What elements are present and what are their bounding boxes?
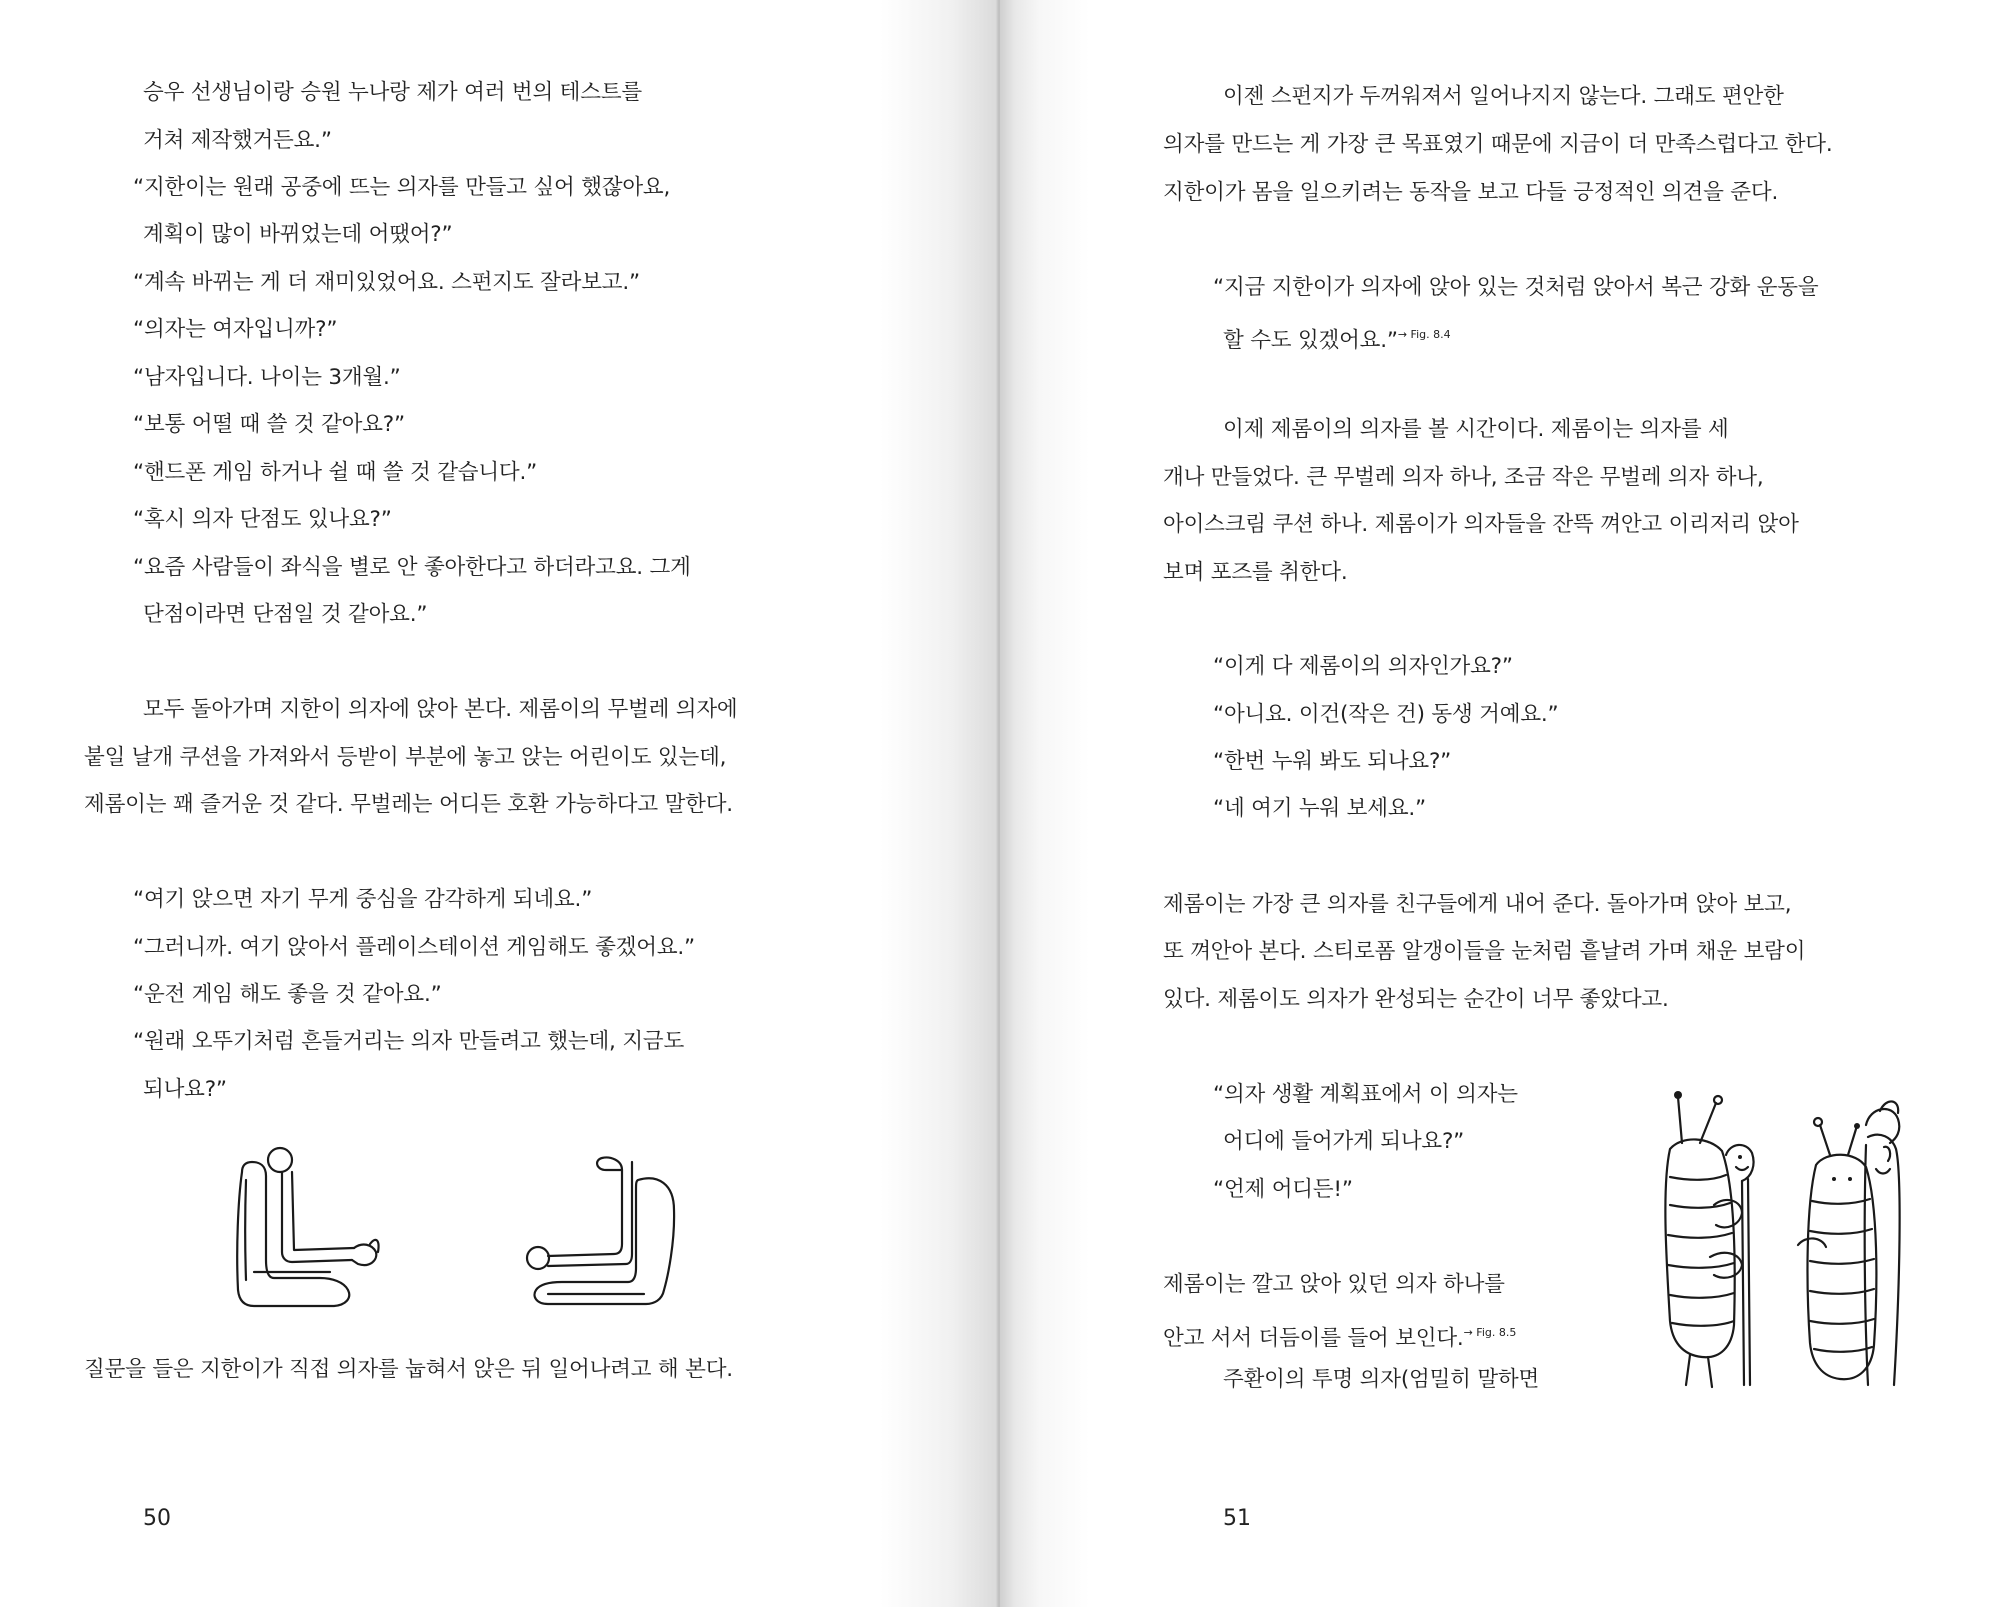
- text-line: 의자를 만드는 게 가장 큰 목표였기 때문에 지금이 더 만족스럽다고 한다.: [1163, 132, 1833, 157]
- text-line: “원래 오뚜기처럼 흔들거리는 의자 만들려고 했는데, 지금도: [133, 1029, 685, 1054]
- text-line: 보며 포즈를 취한다.: [1163, 560, 1348, 585]
- chair-sketch-tilted-icon: [518, 1150, 683, 1315]
- bug-chair-characters-icon: [1630, 1085, 1940, 1405]
- text-line: “의자 생활 계획표에서 이 의자는: [1213, 1082, 1518, 1107]
- text-line: [1223, 320, 1451, 356]
- page-number: 51: [1223, 1506, 1251, 1531]
- text-line: 있다. 제롬이도 의자가 완성되는 순간이 너무 좋았다고.: [1163, 987, 1669, 1012]
- text-line: 아이스크림 쿠션 하나. 제롬이가 의자들을 잔뜩 껴안고 이리저리 앉아: [1163, 512, 1799, 537]
- text-line: [1163, 1318, 1516, 1354]
- text-line: “이게 다 제롬이의 의자인가요?”: [1213, 654, 1513, 679]
- text-line: 제롬이는 꽤 즐거운 것 같다. 무벌레는 어디든 호환 가능하다고 말한다.: [84, 792, 733, 817]
- text-line: “한번 누워 봐도 되나요?”: [1213, 749, 1452, 774]
- text-line: 질문을 들은 지한이가 직접 의자를 눕혀서 앉은 뒤 일어나려고 해 본다.: [84, 1357, 733, 1382]
- text-line: “핸드폰 게임 하거나 쉴 때 쓸 것 같습니다.”: [133, 460, 538, 485]
- text-line: “네 여기 누워 보세요.”: [1213, 796, 1426, 821]
- text-line: “지금 지한이가 의자에 앉아 있는 것처럼 앉아서 복근 강화 운동을: [1213, 275, 1819, 300]
- figure-reference[interactable]: → Fig. 8.4: [1397, 328, 1451, 341]
- text-line: “그러니까. 여기 앉아서 플레이스테이션 게임해도 좋겠어요.”: [133, 935, 695, 960]
- text-line: “혹시 의자 단점도 있나요?”: [133, 507, 392, 532]
- text-line: “여기 앉으면 자기 무게 중심을 감각하게 되네요.”: [133, 887, 593, 912]
- text-line: 제롬이는 가장 큰 의자를 친구들에게 내어 준다. 돌아가며 앉아 보고,: [1163, 892, 1792, 917]
- text-line: “아니요. 이건(작은 건) 동생 거예요.”: [1213, 702, 1559, 727]
- text-line: 개나 만들었다. 큰 무벌레 의자 하나, 조금 작은 무벌레 의자 하나,: [1163, 465, 1764, 490]
- text-line: 승우 선생님이랑 승원 누나랑 제가 여러 번의 테스트를: [143, 80, 642, 105]
- text-line: 거쳐 제작했거든요.”: [143, 128, 332, 153]
- right-page: [1000, 0, 2000, 1607]
- text-line: 또 껴안아 본다. 스티로폼 알갱이들을 눈처럼 흩날려 가며 채운 보람이: [1163, 939, 1806, 964]
- text-line: “계속 바뀌는 게 더 재미있었어요. 스펀지도 잘라보고.”: [133, 270, 640, 295]
- text-line: 어디에 들어가게 되나요?”: [1223, 1129, 1465, 1154]
- text-line: 이젠 스펀지가 두꺼워져서 일어나지지 않는다. 그래도 편안한: [1223, 84, 1784, 109]
- text-line: “남자입니다. 나이는 3개월.”: [133, 365, 401, 390]
- text-line: 제롬이는 깔고 앉아 있던 의자 하나를: [1163, 1272, 1505, 1297]
- quote-text: 할 수도 있겠어요.”: [1223, 328, 1398, 353]
- text-line: “의자는 여자입니까?”: [133, 317, 338, 342]
- text-line: 붙일 날개 쿠션을 가져와서 등받이 부분에 놓고 앉는 어린이도 있는데,: [84, 745, 727, 770]
- text-line: 지한이가 몸을 일으키려는 동작을 보고 다들 긍정적인 의견을 준다.: [1163, 180, 1779, 205]
- chair-sketch-upright-icon: [230, 1140, 390, 1315]
- text-line: “언제 어디든!”: [1213, 1177, 1353, 1202]
- text-line: 모두 돌아가며 지한이 의자에 앉아 본다. 제롬이의 무벌레 의자에: [143, 697, 738, 722]
- text-line: 주환이의 투명 의자(엄밀히 말하면: [1223, 1367, 1540, 1392]
- text-line: 이제 제롬이의 의자를 볼 시간이다. 제롬이는 의자를 세: [1223, 417, 1729, 442]
- text-line: “운전 게임 해도 좋을 것 같아요.”: [133, 982, 442, 1007]
- text-line: 계획이 많이 바뀌었는데 어땠어?”: [143, 222, 453, 247]
- body-text: 안고 서서 더듬이를 들어 보인다.: [1163, 1326, 1464, 1351]
- text-line: “지한이는 원래 공중에 뜨는 의자를 만들고 싶어 했잖아요,: [133, 175, 671, 200]
- text-line: “요즘 사람들이 좌식을 별로 안 좋아한다고 하더라고요. 그게: [133, 555, 691, 580]
- text-line: 단점이라면 단점일 것 같아요.”: [143, 602, 428, 627]
- figure-reference[interactable]: → Fig. 8.5: [1463, 1326, 1517, 1339]
- text-line: “보통 어떨 때 쓸 것 같아요?”: [133, 412, 405, 437]
- text-line: 되나요?”: [143, 1077, 227, 1102]
- page-number: 50: [143, 1506, 171, 1531]
